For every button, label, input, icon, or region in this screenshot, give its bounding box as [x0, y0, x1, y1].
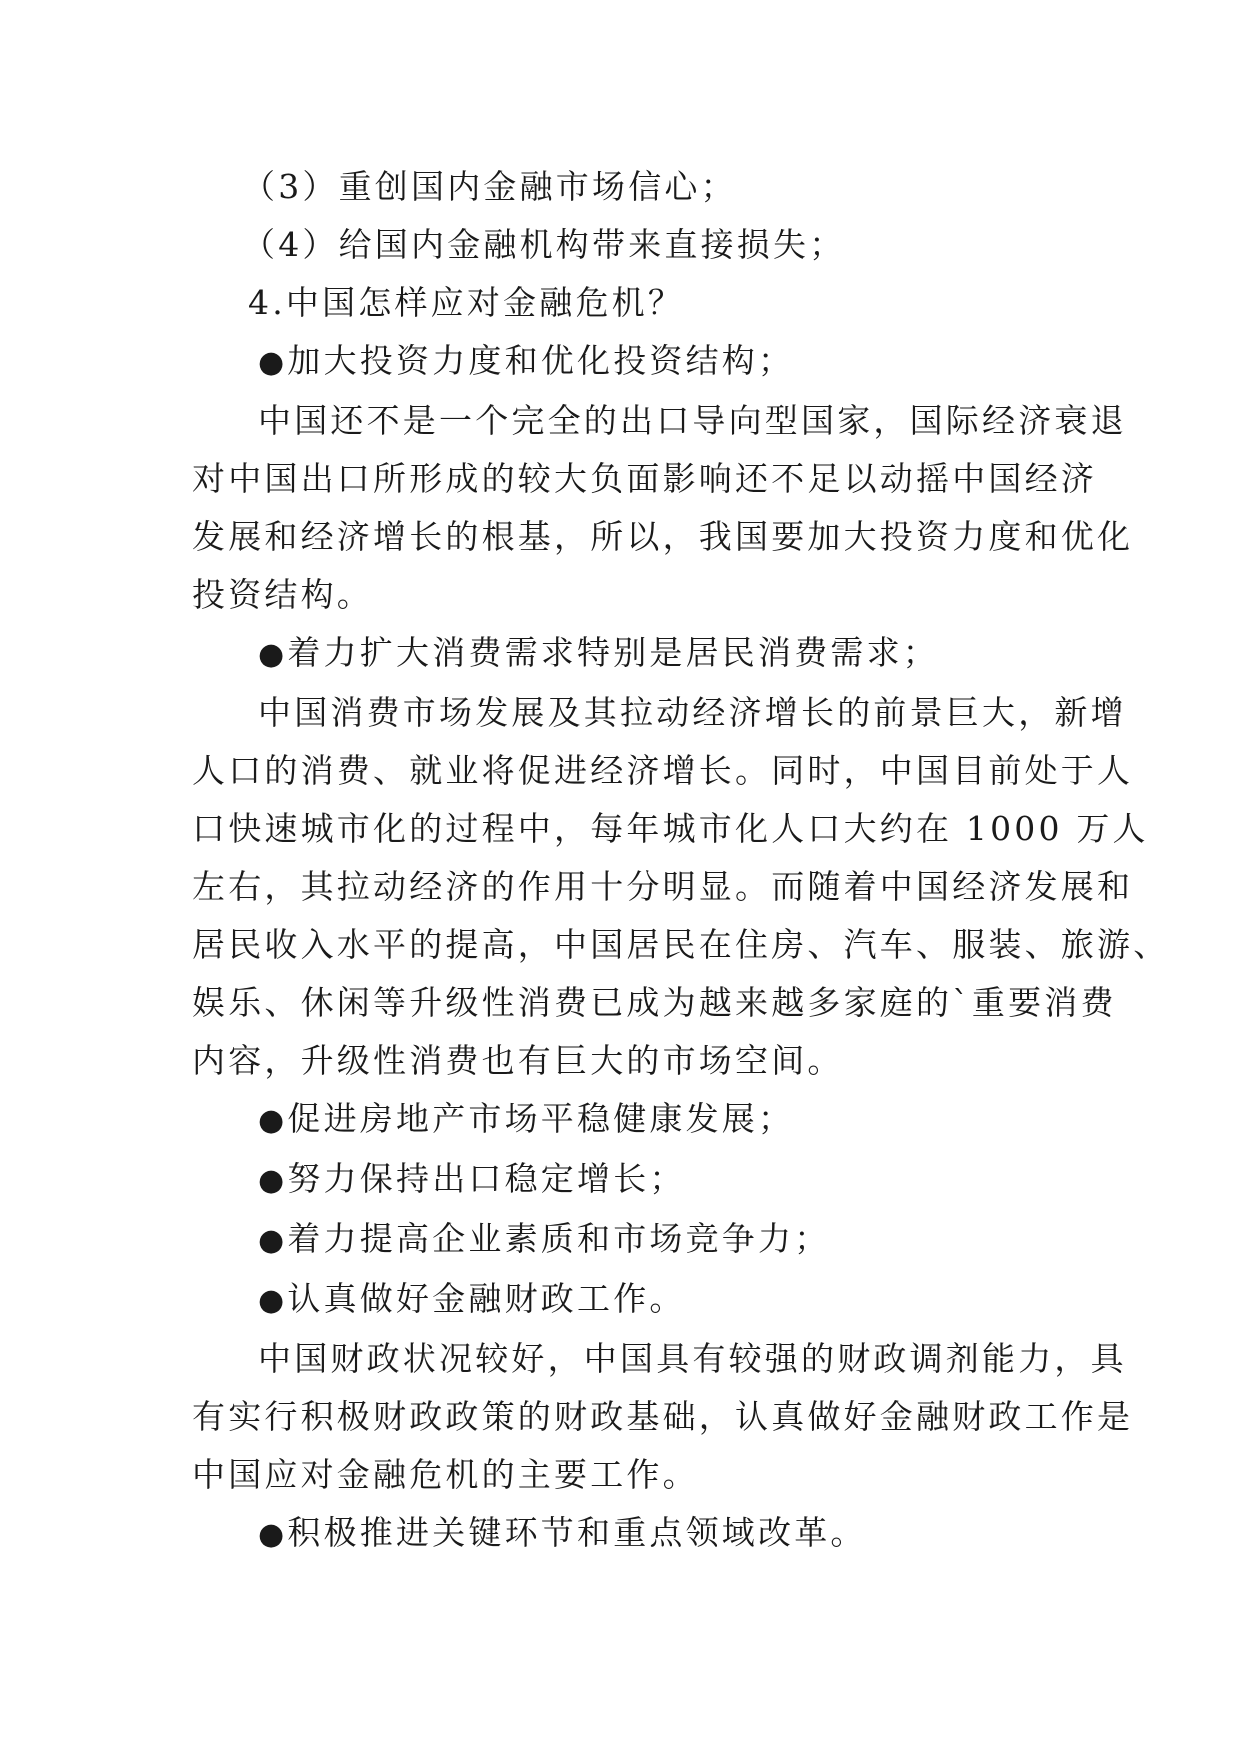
- bullet-item: [192, 1504, 1050, 1564]
- bullet-icon: ●: [258, 345, 288, 380]
- paragraph-line: 中国消费市场发展及其拉动经济增长的前景巨大，新增: [258, 693, 1127, 732]
- bullet-item: [192, 332, 1050, 392]
- bullet-icon: ●: [258, 637, 288, 672]
- bullet-item: [192, 1270, 1050, 1330]
- bullet-text: 认真做好金融财政工作。: [287, 1279, 686, 1318]
- paragraph-line: 居民收入水平的提高，中国居民在住房、汽车、服装、旅游、: [192, 925, 1170, 964]
- bullet-text: 加大投资力度和优化投资结构；: [287, 341, 795, 380]
- paragraph-line: 中国还不是一个完全的出口导向型国家，国际经济衰退: [258, 401, 1127, 440]
- paragraph: [192, 392, 1134, 624]
- bullet-icon: ●: [258, 1163, 288, 1198]
- paragraph: [192, 1330, 1134, 1504]
- bullet-text: 着力提高企业素质和市场竞争力；: [287, 1219, 831, 1258]
- bullet-text: 努力保持出口稳定增长；: [287, 1159, 686, 1198]
- paragraph-line: 有实行积极财政政策的财政基础，认真做好金融财政工作是: [192, 1397, 1134, 1436]
- paragraph-line: 口快速城市化的过程中，每年城市化人口大约在 1000 万人: [192, 809, 1149, 848]
- bullet-text: 促进房地产市场平稳健康发展；: [287, 1099, 795, 1138]
- bullet-text: 积极推进关键环节和重点领域改革。: [287, 1513, 867, 1552]
- paragraph-line: 对中国出口所形成的较大负面影响还不足以动摇中国经济: [192, 459, 1097, 498]
- bullet-item: [192, 1210, 1050, 1270]
- paragraph-line: 娱乐、休闲等升级性消费已成为越来越多家庭的`重要消费: [192, 983, 1117, 1022]
- bullet-icon: ●: [258, 1223, 288, 1258]
- bullet-icon: ●: [258, 1103, 288, 1138]
- document-body: [192, 158, 1170, 1564]
- bullet-item: [192, 1090, 1050, 1150]
- paragraph-line: 人口的消费、就业将促进经济增长。同时，中国目前处于人: [192, 751, 1134, 790]
- paragraph-line: 投资结构。: [192, 575, 373, 614]
- bullet-item: [192, 1150, 1050, 1210]
- paragraph: [192, 684, 1170, 1090]
- bullet-item: [192, 624, 1050, 684]
- paragraph-line: 内容，升级性消费也有巨大的市场空间。: [192, 1041, 844, 1080]
- paragraph-line: 发展和经济增长的根基，所以，我国要加大投资力度和优化: [192, 517, 1134, 556]
- paragraph-line: 中国财政状况较好，中国具有较强的财政调剂能力，具: [258, 1339, 1127, 1378]
- section-heading: 4.中国怎样应对金融危机？: [248, 283, 685, 322]
- paragraph-line: 中国应对金融危机的主要工作。: [192, 1455, 699, 1494]
- list-item-3: （3）重创国内金融市场信心；: [242, 167, 737, 206]
- bullet-icon: ●: [258, 1517, 288, 1552]
- list-item-4: （4）给国内金融机构带来直接损失；: [242, 225, 846, 264]
- paragraph-line: 左右，其拉动经济的作用十分明显。而随着中国经济发展和: [192, 867, 1134, 906]
- bullet-icon: ●: [258, 1283, 288, 1318]
- bullet-text: 着力扩大消费需求特别是居民消费需求；: [287, 633, 939, 672]
